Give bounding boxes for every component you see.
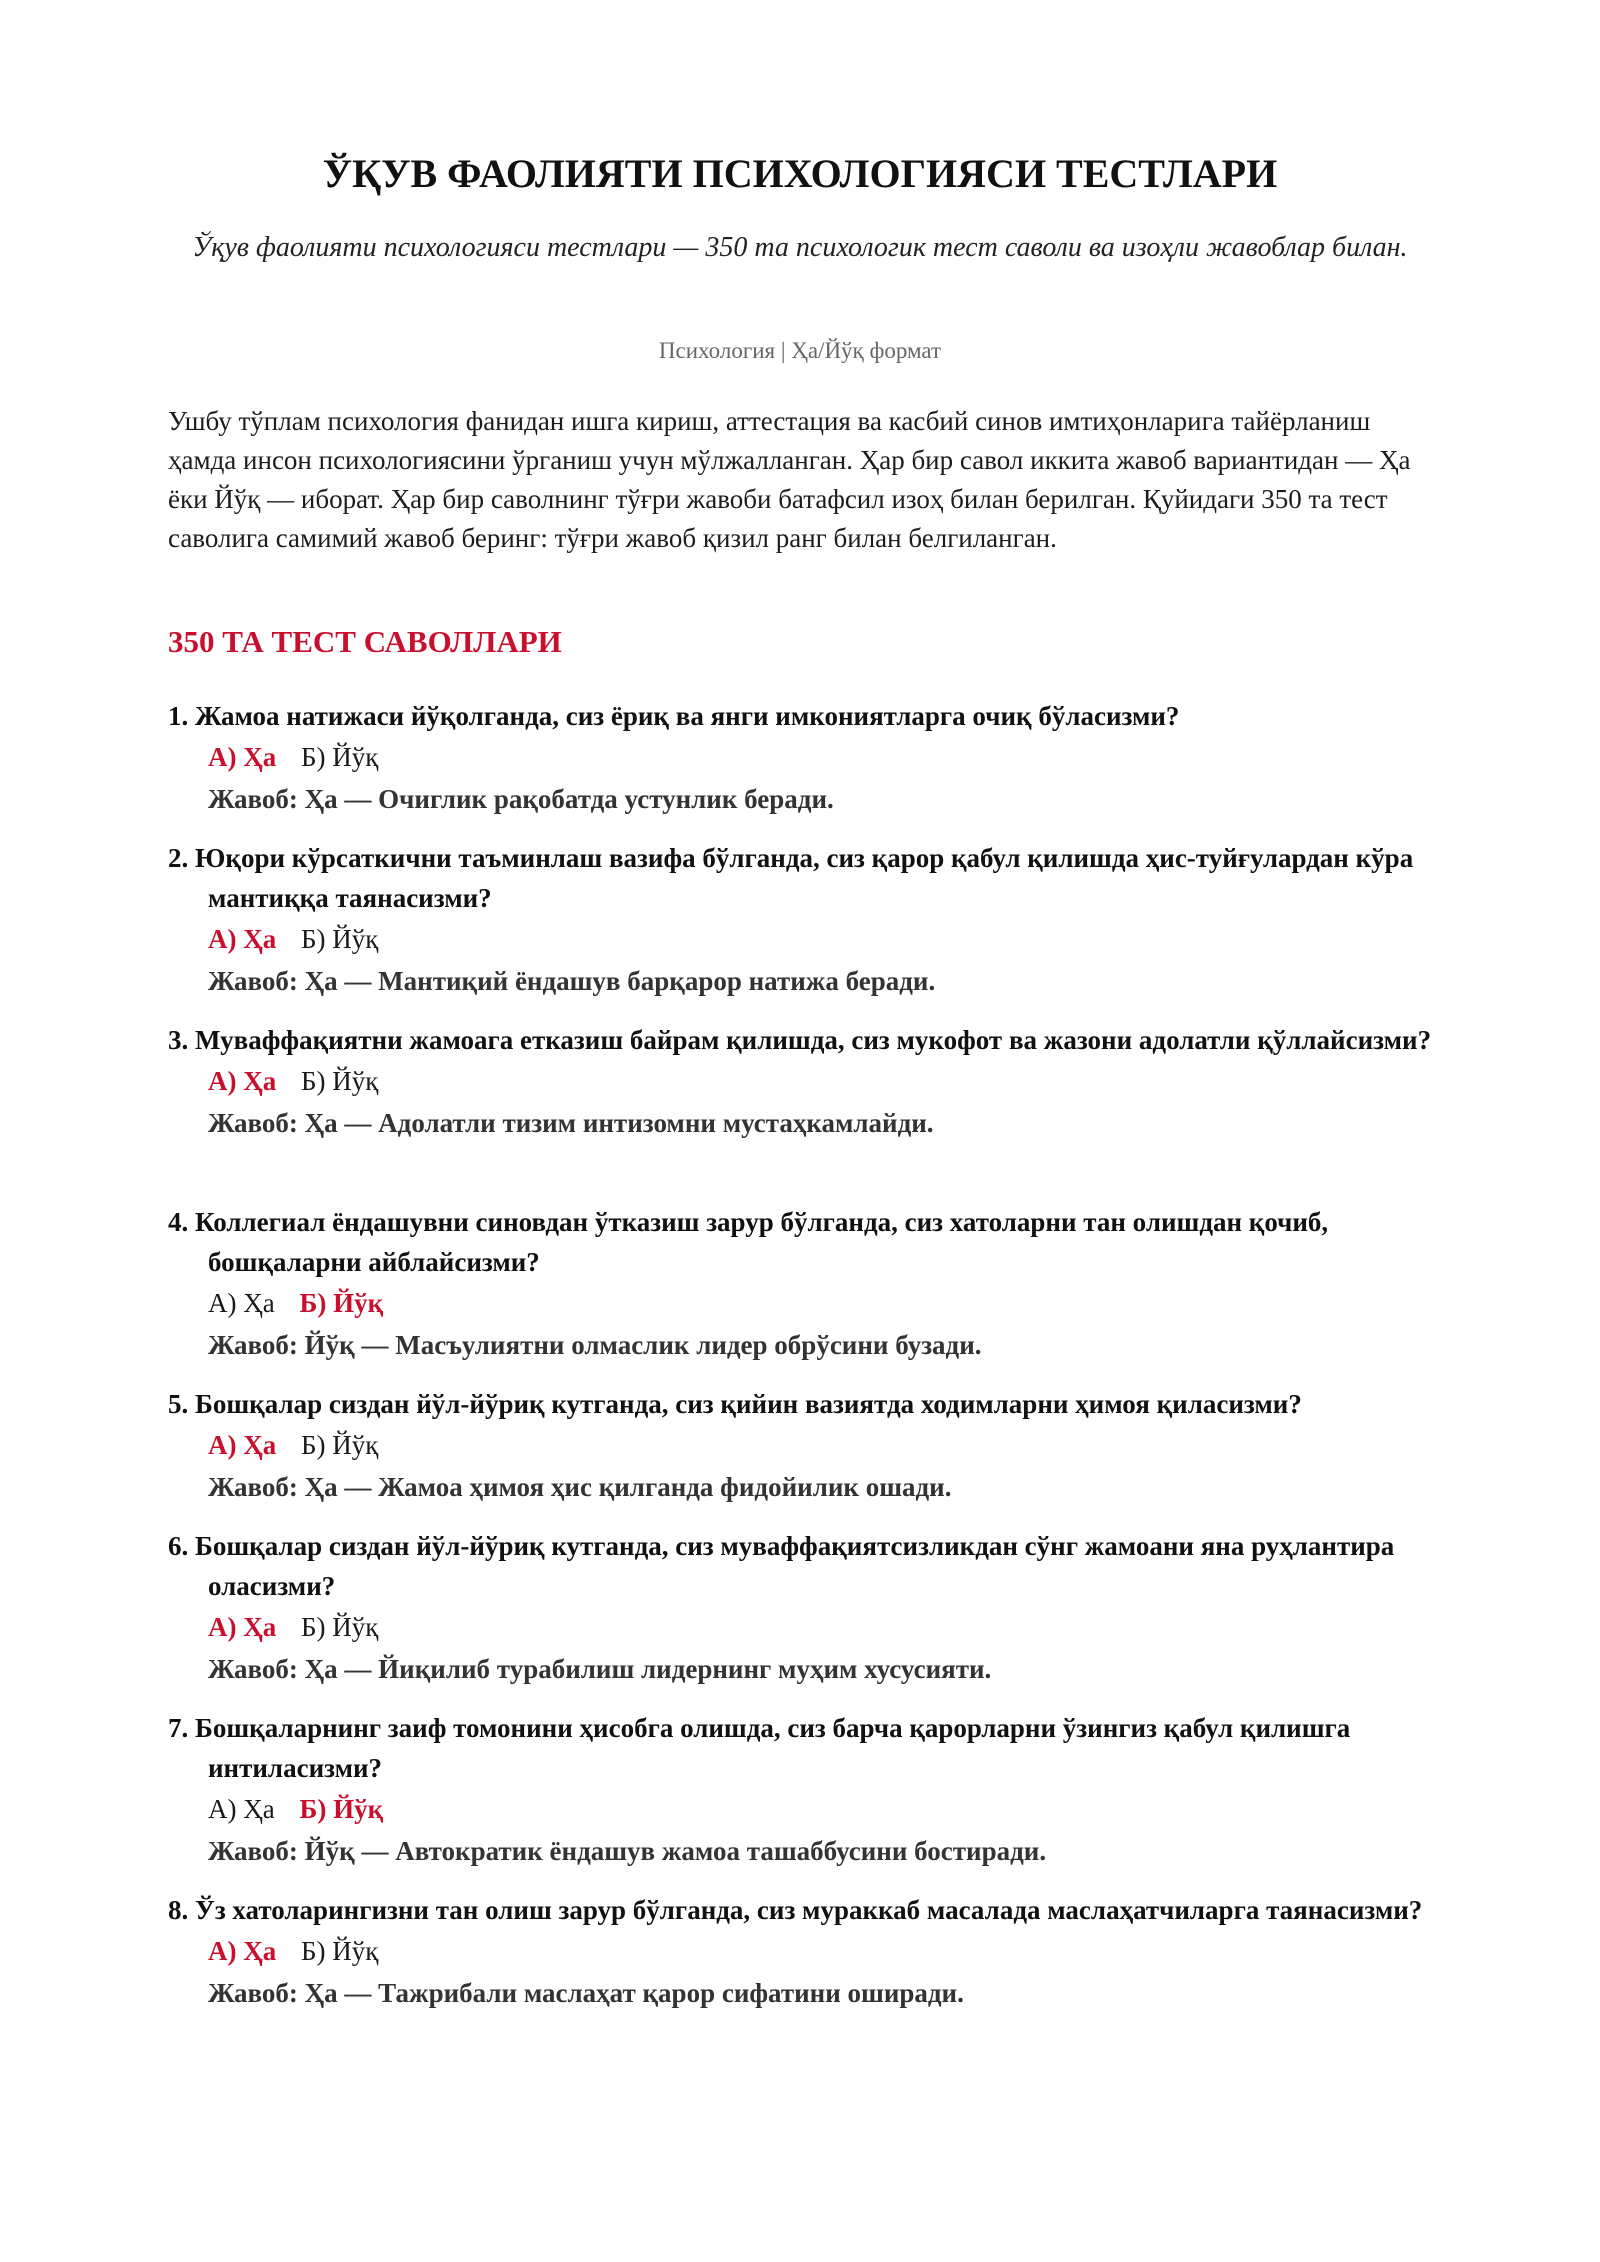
answer-explanation: Жавоб: Ҳа — Жамоа ҳимоя ҳис қилганда фидойилик ошади. (208, 1472, 952, 1502)
question-text: 2. Юқори кўрсаткични таъминлаш вазифа бўлганда, сиз қарор қабул қилишда ҳис-туйғулардан кўра мантиққа таянасизми? (168, 843, 1414, 913)
question-item (168, 1708, 1438, 1872)
question-text: 5. Бошқалар сиздан йўл-йўриқ кутганда, сиз қийин вазиятда ходимларни ҳимоя қиласизми? (168, 1389, 1302, 1419)
document-title: ЎҚУВ ФАОЛИЯТИ ПСИХОЛОГИЯСИ ТЕСТЛАРИ (322, 151, 1278, 196)
section-title: 350 ТА ТЕСТ САВОЛЛАРИ (168, 624, 562, 659)
question-text: 3. Муваффақиятни жамоага етказиш байрам қилишда, сиз мукофот ва жазони адолатли қўллайсизми? (168, 1025, 1432, 1055)
answer-explanation: Жавоб: Ҳа — Йиқилиб турабилиш лидернинг муҳим хусусияти. (208, 1654, 992, 1684)
question-options (168, 1282, 1438, 1324)
option-b: Б) Йўқ (301, 1430, 379, 1460)
question-item (168, 696, 1438, 820)
option-a: А) Ҳа (208, 1430, 277, 1460)
answer-explanation: Жавоб: Йўқ — Автократик ёндашув жамоа ташаббусини бостиради. (208, 1836, 1047, 1866)
option-b: Б) Йўқ (299, 1288, 384, 1318)
option-a: А) Ҳа (208, 1612, 277, 1642)
question-text: 8. Ўз хатоларингизни тан олиш зарур бўлганда, сиз мураккаб масалада маслаҳатчиларга таянасизми? (168, 1895, 1423, 1925)
question-text: 1. Жамоа натижаси йўқолганда, сиз ёриқ ва янги имкониятларга очиқ бўласизми? (168, 701, 1180, 731)
question-options (168, 1424, 1438, 1466)
intro-paragraph: Ушбу тўплам психология фанидан ишга кириш, аттестация ва касбий синов имтиҳонларига тайёрланиш ҳамда инсон психологиясини ўрганиш учун мўлжалланган. Ҳар бир савол иккита жавоб вариантидан — Ҳа ёки Йўқ — иборат. Ҳар бир саволнинг тўғри жавоби батафсил изоҳ билан берилган. Қуйидаги 350 та тест саволига самимий жавоб беринг: тўғри жавоб қизил ранг билан белгиланган. (168, 406, 1411, 553)
option-a: А) Ҳа (208, 1936, 277, 1966)
option-b: Б) Йўқ (299, 1794, 384, 1824)
answer-explanation: Жавоб: Йўқ — Масъулиятни олмаслик лидер обрўсини бузади. (208, 1330, 982, 1360)
question-item (168, 1890, 1438, 2014)
option-b: Б) Йўқ (301, 1936, 379, 1966)
option-a: А) Ҳа (208, 924, 277, 954)
question-options (168, 918, 1438, 960)
question-text: 6. Бошқалар сиздан йўл-йўриқ кутганда, сиз муваффақиятсизликдан сўнг жамоани яна руҳлантира оласизми? (168, 1531, 1395, 1601)
question-item (168, 1526, 1438, 1690)
question-text: 7. Бошқаларнинг заиф томонини ҳисобга олишда, сиз барча қарорларни ўзингиз қабул қилишга интиласизми? (168, 1713, 1351, 1783)
question-text: 4. Коллегиал ёндашувни синовдан ўтказиш зарур бўлганда, сиз хатоларни тан олишдан қочиб, бошқаларни айблайсизми? (168, 1207, 1329, 1277)
question-options (168, 1060, 1438, 1102)
option-a: А) Ҳа (208, 1794, 275, 1824)
question-options (168, 1788, 1438, 1830)
answer-explanation: Жавоб: Ҳа — Очиглик рақобатда устунлик беради. (208, 784, 834, 814)
question-item (168, 838, 1438, 1002)
option-b: Б) Йўқ (301, 924, 379, 954)
answer-explanation: Жавоб: Ҳа — Адолатли тизим интизомни мустаҳкамлайди. (208, 1108, 934, 1138)
option-b: Б) Йўқ (301, 1066, 379, 1096)
answer-explanation: Жавоб: Ҳа — Мантиқий ёндашув барқарор натижа беради. (208, 966, 936, 996)
document-subtitle: Ўқув фаолияти психологияси тестлари — 350 та психологик тест саволи ва изоҳли жавоблар билан. (192, 232, 1408, 263)
question-options (168, 1930, 1438, 1972)
question-item (168, 1202, 1438, 1366)
question-item (168, 1384, 1438, 1508)
option-b: Б) Йўқ (301, 1612, 379, 1642)
option-a: А) Ҳа (208, 742, 277, 772)
question-item (168, 1020, 1438, 1144)
question-options (168, 736, 1438, 778)
question-options (168, 1606, 1438, 1648)
option-a: А) Ҳа (208, 1288, 275, 1318)
option-a: А) Ҳа (208, 1066, 277, 1096)
answer-explanation: Жавоб: Ҳа — Тажрибали маслаҳат қарор сифатини оширади. (208, 1978, 964, 2008)
option-b: Б) Йўқ (301, 742, 379, 772)
document-meta: Психология | Ҳа/Йўқ формат (658, 338, 942, 363)
